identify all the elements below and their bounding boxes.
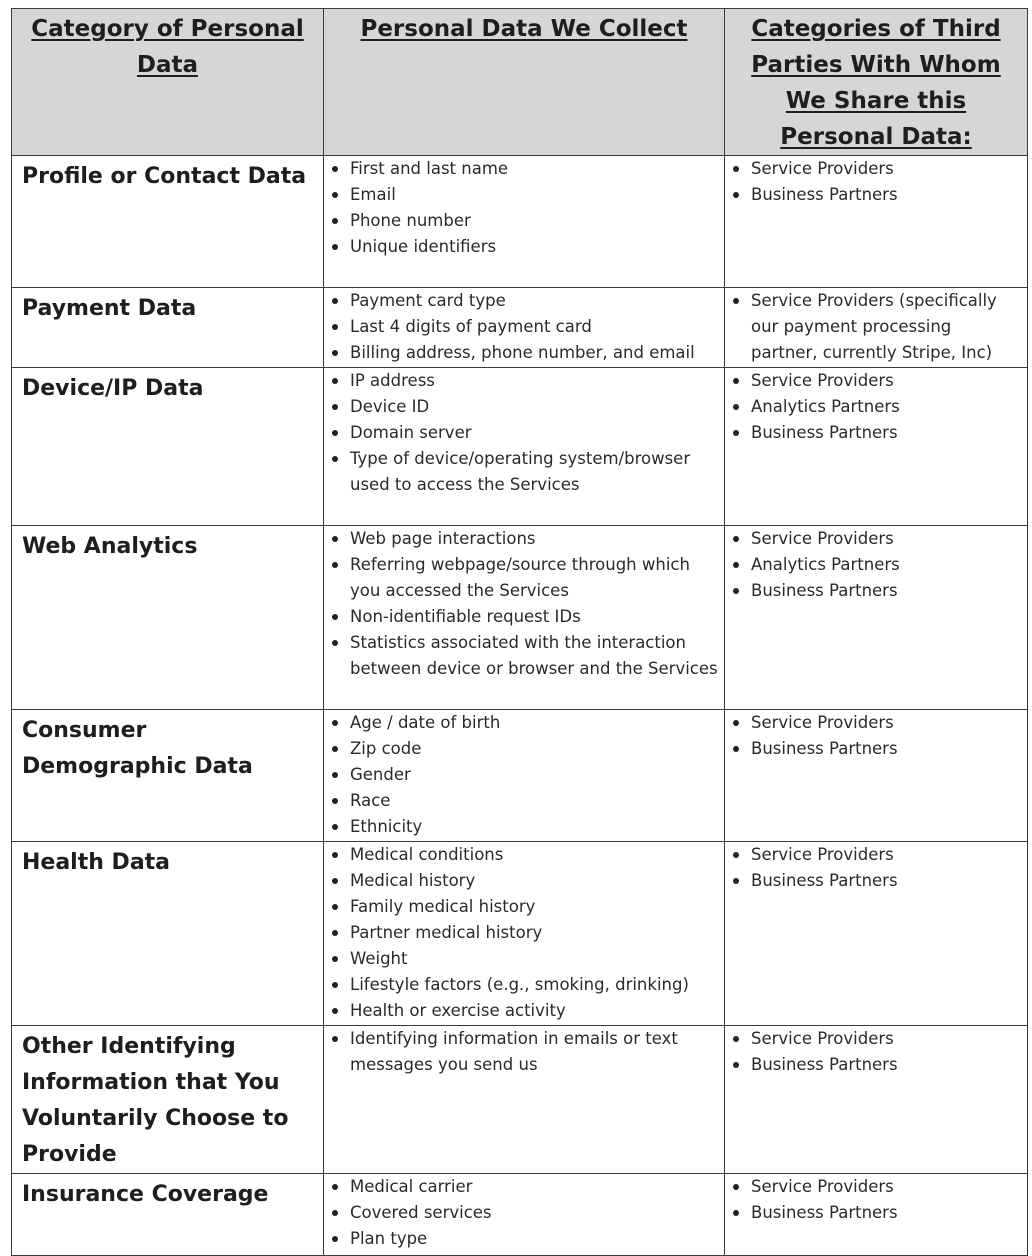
list-item: Business Partners xyxy=(751,1200,1021,1226)
collected-cell xyxy=(324,288,725,368)
list-item: Business Partners xyxy=(751,420,1021,446)
collected-list xyxy=(324,368,718,498)
list-item: Phone number xyxy=(350,208,718,234)
third-parties-cell xyxy=(725,842,1028,1026)
list-item: Ethnicity xyxy=(350,814,718,840)
list-item: IP address xyxy=(350,368,718,394)
list-item: Weight xyxy=(350,946,718,972)
list-item: Domain server xyxy=(350,420,718,446)
collected-list xyxy=(324,1174,718,1252)
list-item: Statistics associated with the interaction between device or browser and the Services xyxy=(350,630,718,682)
third-parties-cell xyxy=(725,368,1028,526)
list-item: Business Partners xyxy=(751,1052,1021,1078)
collected-list xyxy=(324,526,718,682)
collected-cell xyxy=(324,842,725,1026)
third-parties-cell xyxy=(725,1174,1028,1256)
category-cell: Web Analytics xyxy=(12,526,324,710)
table-row xyxy=(12,526,1028,710)
list-item: Zip code xyxy=(350,736,718,762)
header-category: Category of Personal Data xyxy=(12,9,324,156)
list-item: Service Providers (specifically our payment processing partner, currently Stripe, Inc) xyxy=(751,288,1021,366)
list-item: Unique identifiers xyxy=(350,234,718,260)
category-cell: Device/IP Data xyxy=(12,368,324,526)
list-item: Analytics Partners xyxy=(751,394,1021,420)
list-item: Business Partners xyxy=(751,868,1021,894)
list-item: Type of device/operating system/browser used to access the Services xyxy=(350,446,718,498)
category-cell: Payment Data xyxy=(12,288,324,368)
table-row xyxy=(12,156,1028,288)
list-item: Medical history xyxy=(350,868,718,894)
collected-list xyxy=(324,710,718,840)
list-item: Partner medical history xyxy=(350,920,718,946)
list-item: Identifying information in emails or text messages you send us xyxy=(350,1026,718,1078)
list-item: Referring webpage/source through which you accessed the Services xyxy=(350,552,718,604)
collected-list xyxy=(324,156,718,260)
third-parties-list xyxy=(725,842,1021,894)
list-item: Device ID xyxy=(350,394,718,420)
category-cell: Consumer Demographic Data xyxy=(12,710,324,842)
collected-cell xyxy=(324,526,725,710)
list-item: Health or exercise activity xyxy=(350,998,718,1024)
list-item: Email xyxy=(350,182,718,208)
list-item: Plan type xyxy=(350,1226,718,1252)
list-item: Medical conditions xyxy=(350,842,718,868)
collected-cell xyxy=(324,710,725,842)
collected-cell xyxy=(324,1026,725,1174)
list-item: Service Providers xyxy=(751,1174,1021,1200)
list-item: Service Providers xyxy=(751,156,1021,182)
collected-list xyxy=(324,1026,718,1078)
list-item: Web page interactions xyxy=(350,526,718,552)
list-item: Service Providers xyxy=(751,368,1021,394)
third-parties-list xyxy=(725,156,1021,208)
third-parties-cell xyxy=(725,1026,1028,1174)
collected-cell xyxy=(324,1174,725,1256)
list-item: Service Providers xyxy=(751,842,1021,868)
third-parties-list xyxy=(725,526,1021,604)
third-parties-cell xyxy=(725,526,1028,710)
list-item: First and last name xyxy=(350,156,718,182)
table-row xyxy=(12,288,1028,368)
header-collected: Personal Data We Collect xyxy=(324,9,725,156)
collected-cell xyxy=(324,368,725,526)
list-item: Last 4 digits of payment card xyxy=(350,314,718,340)
third-parties-list xyxy=(725,1026,1021,1078)
third-parties-list xyxy=(725,368,1021,446)
list-item: Race xyxy=(350,788,718,814)
third-parties-list xyxy=(725,288,1021,366)
personal-data-table xyxy=(11,8,1028,1256)
list-item: Business Partners xyxy=(751,578,1021,604)
category-cell: Insurance Coverage xyxy=(12,1174,324,1256)
table-row xyxy=(12,710,1028,842)
third-parties-list xyxy=(725,710,1021,762)
list-item: Business Partners xyxy=(751,736,1021,762)
list-item: Service Providers xyxy=(751,526,1021,552)
category-cell: Other Identifying Information that You Voluntarily Choose to Provide xyxy=(12,1026,324,1174)
third-parties-cell xyxy=(725,156,1028,288)
list-item: Age / date of birth xyxy=(350,710,718,736)
third-parties-list xyxy=(725,1174,1021,1226)
list-item: Payment card type xyxy=(350,288,718,314)
list-item: Covered services xyxy=(350,1200,718,1226)
table-row xyxy=(12,1174,1028,1256)
category-cell: Health Data xyxy=(12,842,324,1026)
list-item: Billing address, phone number, and email xyxy=(350,340,718,366)
list-item: Service Providers xyxy=(751,1026,1021,1052)
personal-data-document xyxy=(11,8,1027,1248)
collected-list xyxy=(324,842,718,1024)
third-parties-cell xyxy=(725,710,1028,842)
list-item: Service Providers xyxy=(751,710,1021,736)
table-row xyxy=(12,842,1028,1026)
list-item: Analytics Partners xyxy=(751,552,1021,578)
category-cell: Profile or Contact Data xyxy=(12,156,324,288)
table-row xyxy=(12,1026,1028,1174)
list-item: Lifestyle factors (e.g., smoking, drinking) xyxy=(350,972,718,998)
header-third-parties: Categories of Third Parties With Whom We Share this Personal Data: xyxy=(725,9,1028,156)
table-body xyxy=(12,156,1028,1256)
third-parties-cell xyxy=(725,288,1028,368)
header-row xyxy=(12,9,1028,156)
list-item: Medical carrier xyxy=(350,1174,718,1200)
list-item: Family medical history xyxy=(350,894,718,920)
collected-cell xyxy=(324,156,725,288)
collected-list xyxy=(324,288,718,366)
list-item: Non-identifiable request IDs xyxy=(350,604,718,630)
table-row xyxy=(12,368,1028,526)
list-item: Business Partners xyxy=(751,182,1021,208)
list-item: Gender xyxy=(350,762,718,788)
